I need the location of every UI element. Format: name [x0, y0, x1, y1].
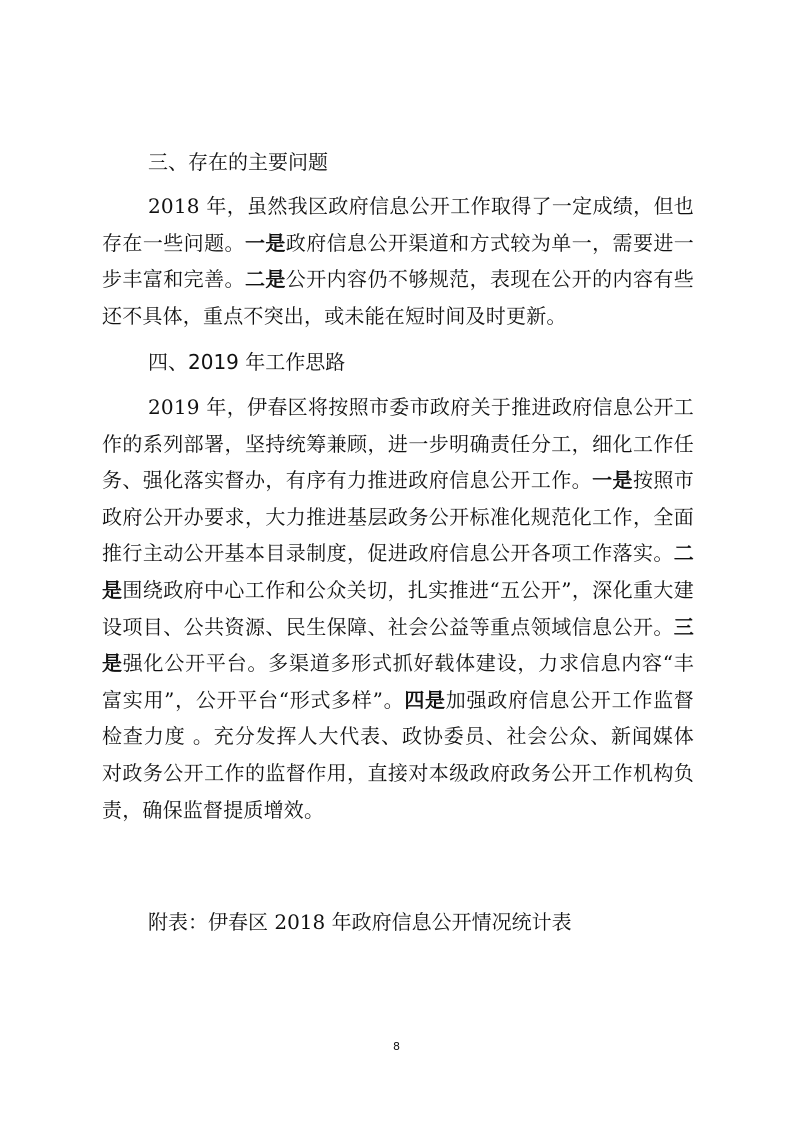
text-run: 公开内容仍不够规范，表现在公开的内容有些还不具体，重点不突出，或未能在短时间及时更新。: [102, 267, 694, 328]
text-run: 政府信息公开渠道和方式较为单一，需要进一步丰富和完善。: [102, 230, 694, 292]
keyword-second: 二是: [102, 541, 694, 602]
text-run: 强化公开平台。多渠道多形式抓好载体建设，力求信息内容“丰富实用”，公开平台“形式多样”。: [102, 651, 695, 712]
text-run: 2018 年，虽然我区政府信息公开工作取得了一定成绩，但也存在一些问题。: [102, 194, 694, 255]
section-4-heading: 四、2019 年工作思路: [148, 350, 346, 374]
text-run: 加强政府信息公开工作监督检查力度 。充分发挥人大代表、政协委员、社会公众、新闻媒体对政务公开工作的监督作用，直接对本级政府政务公开工作机构负责，确保监督提质增效。: [102, 687, 695, 822]
keyword-first: 一是: [244, 230, 286, 255]
section-3-paragraph: [102, 188, 694, 334]
text-run: 围绕政府中心工作和公众关切，扎实推进“五公开”，深化重大建设项目、公共资源、民生保障、社会公益等重点领域信息公开。: [102, 577, 695, 639]
section-4-heading-block: [148, 347, 693, 377]
page-number: 8: [393, 1040, 400, 1053]
keyword-second: 二是: [244, 267, 286, 292]
section-4-paragraph: [102, 389, 694, 828]
section-3-heading: 三、存在的主要问题: [148, 150, 328, 174]
text-run: 2019 年，伊春区将按照市委市政府关于推进政府信息公开工作的系列部署，坚持统筹兼顾，进一步明确责任分工，细化工作任务、强化落实督办，有序有力推进政府信息公开工作。: [102, 395, 694, 493]
keyword-first: 一是: [592, 468, 633, 493]
keyword-fourth: 四是: [404, 687, 446, 712]
appendix-note: 附表：伊春区 2018 年政府信息公开情况统计表: [148, 910, 572, 934]
keyword-third: 三是: [102, 614, 694, 676]
section-3-heading-block: [148, 147, 693, 177]
text-run: 按照市政府公开办要求，大力推进基层政务公开标准化规范化工作，全面推行主动公开基本目录制度，促进政府信息公开各项工作落实。: [102, 468, 694, 566]
